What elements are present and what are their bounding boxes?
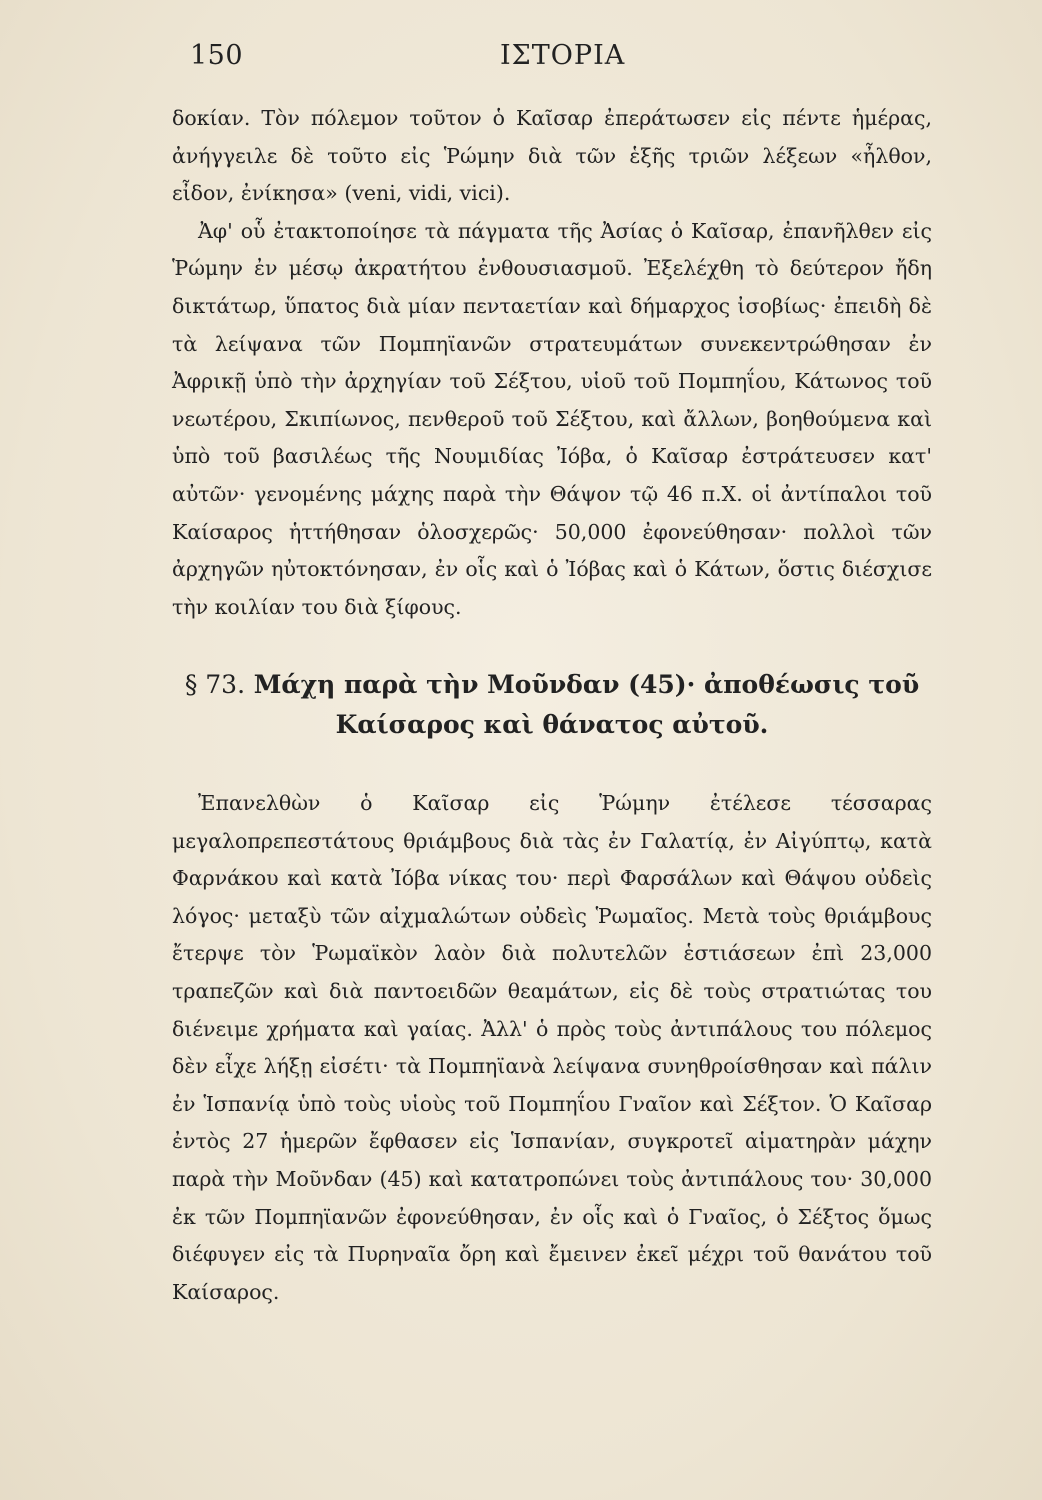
running-title: ΙΣΤΟΡΙΑ [500,40,626,71]
top-text-block [172,100,932,626]
paragraph: δοκίαν. Τὸν πόλεμον τοῦτον ὁ Καῖσαρ ἐπεράτωσεν εἰς πέντε ἡμέρας, ἀνήγγειλε δὲ τοῦτο εἰς Ῥώμην διὰ τῶν ἑξῆς τριῶν λέξεων «ἦλθον, εἶδον, ἐνίκησα» (veni, vidi, vici). [172,106,932,206]
page-number: 150 [190,40,244,71]
section-number: § 73. [184,670,246,699]
paragraph: Ἀφ' οὗ ἐτακτοποίησε τὰ πάγματα τῆς Ἀσίας ὁ Καῖσαρ, ἐπανῆλθεν εἰς Ῥώμην ἐν μέσῳ ἀκρατήτου ἐνθουσιασμοῦ. Ἐξελέχθη τὸ δεύτερον ἤδη δικτάτωρ, ὕπατος διὰ μίαν πενταετίαν καὶ δήμαρχος ἰσοβίως· ἐπειδὴ δὲ τὰ λείψανα τῶν Πομπηϊανῶν στρατευμάτων συνεκεντρώθησαν ἐν Ἀφρικῇ ὑπὸ τὴν ἀρχηγίαν τοῦ Σέξτου, υἱοῦ τοῦ Πομπηΐου, Κάτωνος τοῦ νεωτέρου, Σκιπίωνος, πενθεροῦ τοῦ Σέξτου, καὶ ἄλλων, βοηθούμενα καὶ ὑπὸ τοῦ βασιλέως τῆς Νουμιδίας Ἰόβα, ὁ Καῖσαρ ἐστράτευσεν κατ' αὐτῶν· γενομένης μάχης παρὰ τὴν Θάψον τῷ 46 π.Χ. οἱ ἀντίπαλοι τοῦ Καίσαρος ἡττήθησαν ὁλοσχερῶς· 50,000 ἐφονεύθησαν· πολλοὶ τῶν ἀρχηγῶν ηὐτοκτόνησαν, ἐν οἷς καὶ ὁ Ἰόβας καὶ ὁ Κάτων, ὅστις διέσχισε τὴν κοιλίαν του διὰ ξίφους. [172,218,932,619]
section-title: Μάχη παρὰ τὴν Μοῦνδαν (45)· ἀποθέωσις τοῦ Καίσαρος καὶ θάνατος αὐτοῦ. [253,670,920,739]
paragraph: Ἐπανελθὼν ὁ Καῖσαρ εἰς Ῥώμην ἐτέλεσε τέσσαρας μεγαλοπρεπεστάτους θριάμβους διὰ τὰς ἐν Γαλατίᾳ, ἐν Αἰγύπτῳ, κατὰ Φαρνάκου καὶ κατὰ Ἰόβα νίκας του· περὶ Φαρσάλων καὶ Θάψου οὐδεὶς λόγος· μεταξὺ τῶν αἰχμαλώτων οὐδεὶς Ῥωμαῖος. Μετὰ τοὺς θριάμβους ἔτερψε τὸν Ῥωμαϊκὸν λαὸν διὰ πολυτελῶν ἑστιάσεων ἐπὶ 23,000 τραπεζῶν καὶ διὰ παντοειδῶν θεαμάτων, εἰς δὲ τοὺς στρατιώτας του διένειμε χρήματα καὶ γαίας. Ἀλλ' ὁ πρὸς τοὺς ἀντιπάλους του πόλεμος δὲν εἶχε λήξῃ εἰσέτι· τὰ Πομπηϊανὰ λείψανα συνηθροίσθησαν καὶ πάλιν ἐν Ἱσπανίᾳ ὑπὸ τοὺς υἱοὺς τοῦ Πομπηΐου Γναῖον καὶ Σέξτον. Ὁ Καῖσαρ ἐντὸς 27 ἡμερῶν ἔφθασεν εἰς Ἱσπανίαν, συγκροτεῖ αἱματηρὰν μάχην παρὰ τὴν Μοῦνδαν (45) καὶ κατατροπώνει τοὺς ἀντιπάλους του· 30,000 ἐκ τῶν Πομπηϊανῶν ἐφονεύθησαν, ἐν οἷς καὶ ὁ Γναῖος, ὁ Σέξτος ὅμως διέφυγεν εἰς τὰ Πυρηναῖα ὄρη καὶ ἔμεινεν ἐκεῖ μέχρι τοῦ θανάτου τοῦ Καίσαρος. [172,791,932,1304]
section-heading [172,665,932,745]
page-header [190,40,930,84]
bottom-text-block [172,785,932,1311]
